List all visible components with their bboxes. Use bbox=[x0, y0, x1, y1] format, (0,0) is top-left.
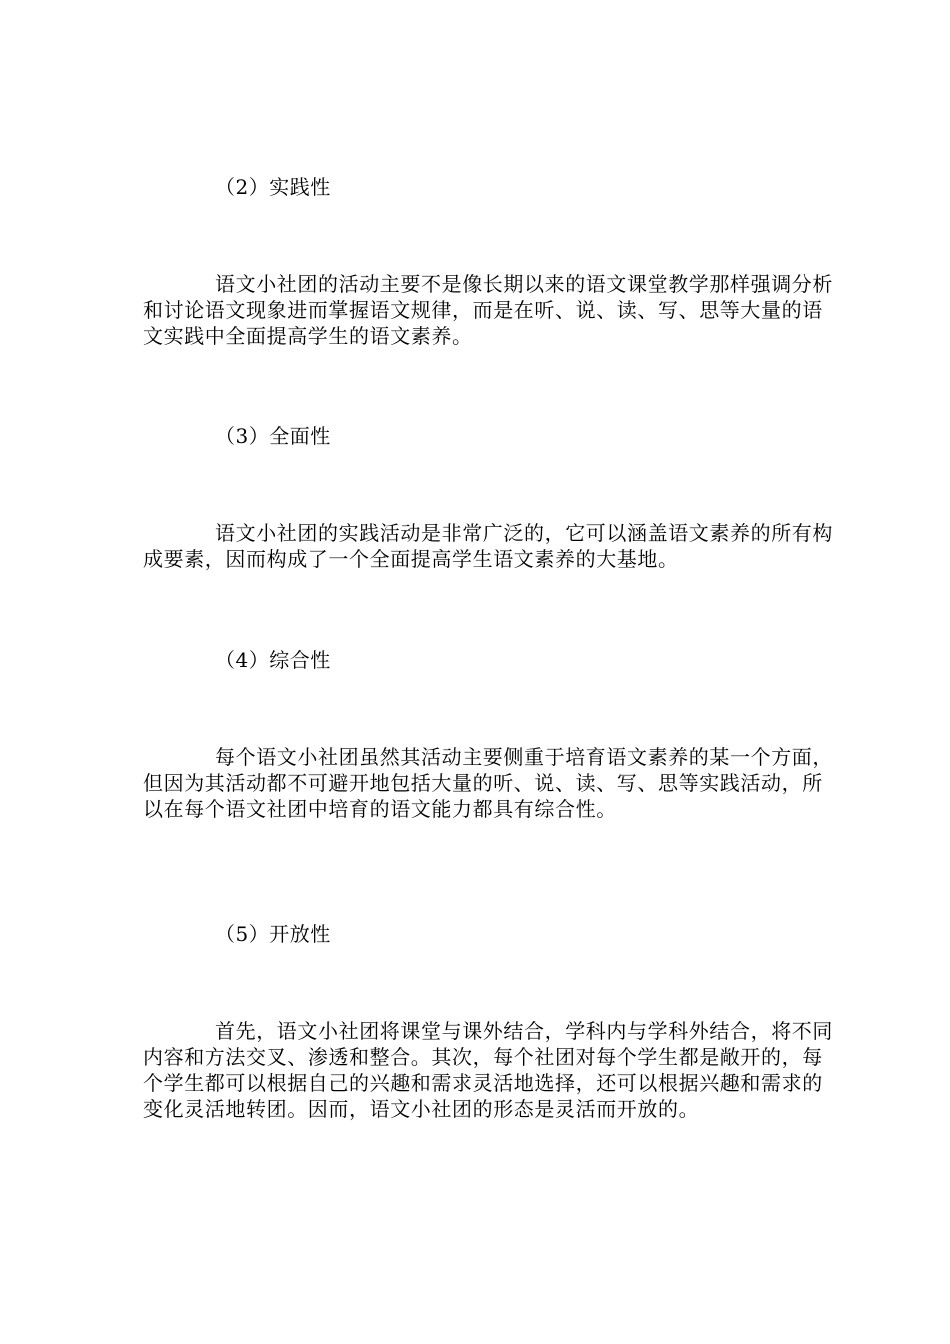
section-paragraph-integration: 每个语文小社团虽然其活动主要侧重于培育语文素养的某一个方面，但因为其活动都不可避开地包括大量的听、说、读、写、思等实践活动，所以在每个语文社团中培育的语文能力都具有综合性。 bbox=[143, 745, 833, 821]
section-heading-openness: （5）开放性 bbox=[215, 922, 331, 946]
section-heading-comprehensiveness: （3）全面性 bbox=[215, 424, 331, 448]
section-heading-integration: （4）综合性 bbox=[215, 648, 331, 672]
section-heading-practicality: （2）实践性 bbox=[215, 175, 331, 199]
section-paragraph-openness: 首先，语文小社团将课堂与课外结合，学科内与学科外结合，将不同内容和方法交叉、渗透和整合。其次，每个社团对每个学生都是敞开的，每个学生都可以根据自己的兴趣和需求灵活地选择，还可以根据兴趣和需求的变化灵活地转团。因而，语文小社团的形态是灵活而开放的。 bbox=[143, 1019, 833, 1121]
section-paragraph-comprehensiveness: 语文小社团的实践活动是非常广泛的，它可以涵盖语文素养的所有构成要素，因而构成了一个全面提高学生语文素养的大基地。 bbox=[143, 521, 833, 571]
section-paragraph-practicality: 语文小社团的活动主要不是像长期以来的语文课堂教学那样强调分析和讨论语文现象进而掌握语文规律，而是在听、说、读、写、思等大量的语文实践中全面提高学生的语文素养。 bbox=[143, 272, 833, 348]
